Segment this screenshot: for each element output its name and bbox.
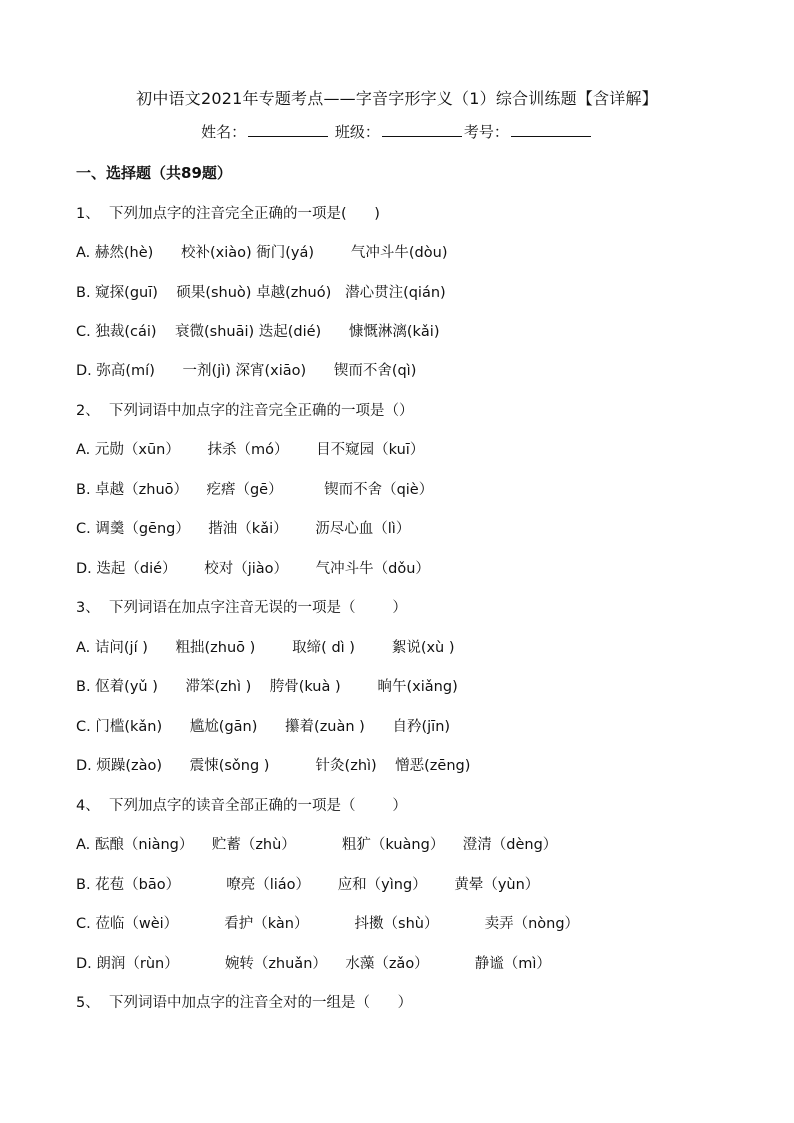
- q2-option-c: C. 调羹（gēng） 揩油（kǎi） 沥尽心血（lì）: [76, 521, 411, 537]
- q3-option-c: C. 门槛(kǎn) 尴尬(gān) 攥着(zuàn ) 自矜(jīn): [76, 719, 451, 735]
- q1-option-a: A. 赫然(hè) 校补(xiào) 衙门(yá) 气冲斗牛(dòu): [76, 245, 448, 261]
- q4-option-c: C. 莅临（wèi） 看护（kàn） 抖擞（shù） 卖弄（nòng）: [76, 916, 580, 932]
- q2-option-a: A. 元勋（xūn） 抹杀（mó） 目不窥园（kuī）: [76, 442, 425, 458]
- section-heading: 一、选择题（共89题）: [76, 164, 232, 182]
- q2-option-d: D. 迭起（dié） 校对（jiào） 气冲斗牛（dǒu）: [76, 561, 430, 577]
- student-info-fields: [0, 121, 794, 142]
- q2-option-b: B. 卓越（zhuō） 疙瘩（gē） 锲而不舍（qiè）: [76, 482, 434, 498]
- exam-label: 考号：: [463, 123, 509, 141]
- question-2: 2、 下列词语中加点字的注音完全正确的一项是（）: [76, 403, 414, 419]
- q1-option-b: B. 窥探(guī) 硕果(shuò) 卓越(zhuó) 潜心贯注(qián): [76, 285, 446, 301]
- question-1: 1、 下列加点字的注音完全正确的一项是( ): [76, 206, 380, 222]
- exam-blank[interactable]: [511, 122, 591, 137]
- q3-option-b: B. 伛着(yǔ ) 滞笨(zhì ) 胯骨(kuà ) 晌午(xiǎng): [76, 679, 458, 695]
- q1-option-d: D. 弥高(mí) 一剂(jì) 深宵(xiāo) 锲而不舍(qì): [76, 363, 417, 379]
- question-3: 3、 下列词语在加点字注音无误的一项是（ ）: [76, 600, 407, 616]
- q3-option-d: D. 烦躁(zào) 震悚(sǒng ) 针灸(zhì) 憎恶(zēng): [76, 758, 471, 774]
- class-label: 班级：: [334, 123, 380, 141]
- q4-option-b: B. 花苞（bāo） 嘹亮（liáo） 应和（yìng） 黄晕（yùn）: [76, 877, 540, 893]
- document-title: 初中语文2021年专题考点——字音字形字义（1）综合训练题【含详解】: [136, 89, 658, 108]
- q4-option-a: A. 酝酿（niàng） 贮蓄（zhù） 粗犷（kuàng） 澄清（dèng）: [76, 837, 558, 853]
- q1-option-c: C. 独裁(cái) 衰微(shuāi) 迭起(dié) 慷慨淋漓(kǎi): [76, 324, 440, 340]
- q4-option-d: D. 朗润（rùn） 婉转（zhuǎn） 水藻（zǎo） 静谧（mì）: [76, 956, 551, 972]
- q3-option-a: A. 诘问(jí ) 粗拙(zhuō ) 取缔( dì ) 絮说(xù ): [76, 640, 455, 656]
- name-blank[interactable]: [248, 122, 328, 137]
- name-label: 姓名：: [201, 123, 247, 141]
- class-blank[interactable]: [382, 122, 462, 137]
- question-4: 4、 下列加点字的读音全部正确的一项是（ ）: [76, 798, 407, 814]
- question-5: 5、 下列词语中加点字的注音全对的一组是（ ）: [76, 995, 413, 1011]
